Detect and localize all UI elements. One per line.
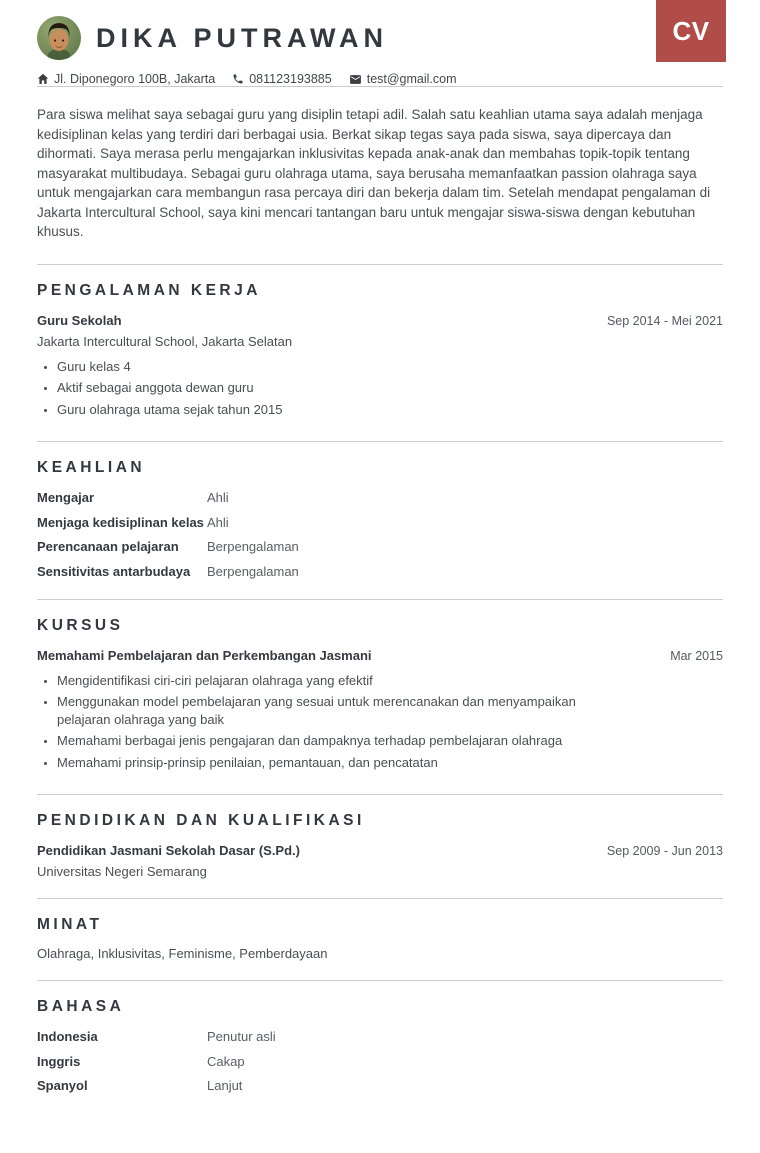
section-skills <box>37 442 723 599</box>
skill-level: Berpengalaman <box>207 563 299 579</box>
section-heading-skills: KEAHLIAN <box>37 459 146 476</box>
skill-name: Menjaga kedisiplinan kelas <box>37 514 204 530</box>
job-employer: Jakarta Intercultural School, Jakarta Selatan <box>37 333 293 349</box>
skill-row <box>37 539 723 555</box>
header <box>37 14 723 62</box>
phone-text: 081123193885 <box>249 72 332 86</box>
section-heading-experience: PENGALAMAN KERJA <box>37 281 261 299</box>
email-text: test@gmail.com <box>366 72 457 86</box>
language-name: Inggris <box>37 1053 81 1069</box>
education-entry <box>37 843 723 879</box>
language-name: Indonesia <box>37 1029 98 1044</box>
divider <box>37 86 723 87</box>
course-bullet: • Mengidentifikasi ciri-ciri pelajaran olahraga yang efektif <box>57 672 723 690</box>
language-level: Lanjut <box>207 1078 243 1093</box>
section-heading-courses: KURSUS <box>37 616 124 634</box>
home-icon <box>37 73 49 85</box>
email-icon <box>349 73 362 86</box>
course-bullet: • Memahami prinsip-prinsip penilaian, pemantauan, dan pencatatan <box>57 754 723 772</box>
course-date: Mar 2015 <box>670 648 723 663</box>
language-level: Penutur asli <box>207 1029 276 1044</box>
contact-row <box>37 72 723 86</box>
job-bullet-list <box>37 358 723 419</box>
language-row <box>37 1029 723 1045</box>
job-bullet: • Guru olahraga utama sejak tahun 2015 <box>57 401 723 419</box>
language-name: Spanyol <box>37 1078 88 1093</box>
job-bullet: • Guru kelas 4 <box>57 358 723 376</box>
job-title: Guru Sekolah <box>37 312 122 328</box>
experience-entry <box>37 313 723 419</box>
skill-row <box>37 515 723 531</box>
section-heading-languages: BAHASA <box>37 998 125 1015</box>
course-bullet: • Memahami berbagai jenis pengajaran dan dampaknya terhadap pembelajaran olahraga <box>57 732 723 750</box>
language-row <box>37 1054 723 1070</box>
summary-paragraph: Para siswa melihat saya sebagai guru yang disiplin tetapi adil. Salah satu keahlian utama saya adalah menjaga kedisiplinan kelas yang terdiri dari berbagai usia. Berkat sikap tegas saya pada siswa, saya dipercaya dan dihormati. Saya merasa perlu mengajarkan inklusivitas kepada anak-anak dan membahas topik-topik tentang masyarakat multibudaya. Sebagai guru olahraga utama, saya berusaha memanfaatkan passion olahraga saya untuk mengajarkan cara membangun rasa percaya diri dan bekerja dalam tim. Setelah mendapat pengalaman di Jakarta Intercultural School, saya kini mencari tantangan baru untuk mengajar siswa-siswa dengan kebutuhan khusus. <box>37 107 711 239</box>
education-date-range: Sep 2009 - Jun 2013 <box>606 844 723 858</box>
skill-name: Perencanaan pelajaran <box>37 539 179 554</box>
job-bullet: • Aktif sebagai anggota dewan guru <box>57 379 723 397</box>
entry-head <box>37 648 723 663</box>
language-level: Cakap <box>207 1053 245 1069</box>
entry-head <box>37 843 723 858</box>
profile-photo-illustration <box>37 16 81 60</box>
entry-head <box>37 313 723 328</box>
candidate-name: DIKA PUTRAWAN <box>96 22 388 53</box>
job-date-range: Sep 2014 - Mei 2021 <box>606 313 723 328</box>
language-row <box>37 1078 723 1094</box>
section-heading-interests: MINAT <box>37 916 103 933</box>
section-heading-education: PENDIDIKAN DAN KUALIFIKASI <box>37 812 365 829</box>
course-entry <box>37 648 723 772</box>
course-bullet: • Menggunakan model pembelajaran yang sesuai untuk merencanakan dan menyampaikan pelajaran olahraga yang baik <box>57 693 617 728</box>
skill-level: Ahli <box>207 490 229 505</box>
course-bullet-list <box>37 672 723 772</box>
education-institution: Universitas Negeri Semarang <box>37 864 207 879</box>
contact-address <box>37 72 215 86</box>
contact-email <box>349 72 457 86</box>
section-languages <box>37 981 723 1113</box>
skill-level: Berpengalaman <box>207 539 299 554</box>
interests-list: Olahraga, Inklusivitas, Feminisme, Pemberdayaan <box>37 946 328 961</box>
avatar <box>37 16 81 60</box>
cv-badge: CV <box>656 0 726 62</box>
address-text: Jl. Diponegoro 100B, Jakarta <box>54 72 216 86</box>
section-experience <box>37 265 723 442</box>
degree-title: Pendidikan Jasmani Sekolah Dasar (S.Pd.) <box>37 843 300 858</box>
skill-level: Ahli <box>207 514 229 530</box>
contact-phone <box>232 72 332 86</box>
section-courses <box>37 600 723 795</box>
skill-row <box>37 490 723 506</box>
skill-row <box>37 564 723 580</box>
section-education <box>37 795 723 898</box>
section-interests <box>37 899 723 980</box>
skill-name: Mengajar <box>37 490 95 505</box>
course-title: Memahami Pembelajaran dan Perkembangan Jasmani <box>37 647 372 663</box>
skill-name: Sensitivitas antarbudaya <box>37 563 191 579</box>
phone-icon <box>232 73 244 85</box>
